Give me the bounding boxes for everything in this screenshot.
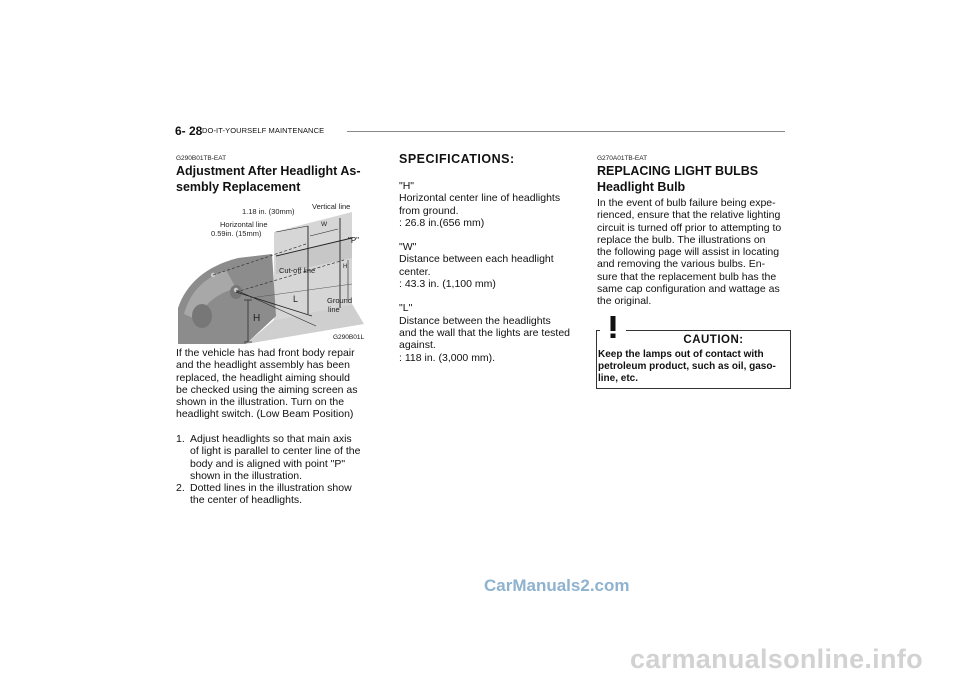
header-rule <box>347 131 785 132</box>
label-w: W <box>321 221 328 228</box>
label-vertical-line: Vertical line <box>312 202 351 211</box>
headlight-aiming-figure <box>176 196 364 344</box>
label-h-big: H <box>253 313 261 324</box>
label-p-point: "P" <box>348 236 360 245</box>
spec-h: "H" Horizontal center line of headlights from ground. : 26.8 in.(656 mm) <box>399 180 561 229</box>
page-number: 6- 28 <box>175 124 203 138</box>
label-h-small: H <box>343 264 348 270</box>
watermark-carmanualsonline: carmanualsonline.info <box>630 644 923 674</box>
watermark-carmanuals2: CarManuals2.com <box>484 576 630 595</box>
warning-exclamation-icon <box>600 314 626 340</box>
label-horizontal-line: Horizontal line <box>220 220 268 229</box>
specifications-list <box>399 180 577 376</box>
label-l: L <box>293 294 299 304</box>
figure-code: G290B01L <box>333 334 365 341</box>
step-item: 2. Dotted lines in the illustration show the center of headlights. <box>176 482 352 507</box>
caution-text: Keep the lamps out of contact with petroleum product, such as oil, gaso- line, etc. <box>598 349 776 384</box>
section-title: DO-IT-YOURSELF MAINTENANCE <box>202 126 325 135</box>
label-horizontal-mm: 0.59in. (15mm) <box>211 229 262 238</box>
spec-w: "W" Distance between each headlight center. : 43.3 in. (1,100 mm) <box>399 241 554 291</box>
step-item: 1. Adjust headlights so that main axis of light is parallel to center line of the body and is aligned with point "P" shown in the illustration. <box>176 433 361 482</box>
left-heading: Adjustment After Headlight As- sembly Replacement <box>176 164 361 194</box>
right-paragraph: In the event of bulb failure being expe- rienced, ensure that the relative lighting circuit is turned off prior to attempting to replace the bulb. The illustrations on the following page will assist in locating and removing the various bulbs. En- sure that the replacement bulb has the same cap configuration and wattage as the original. <box>597 197 782 308</box>
right-heading: REPLACING LIGHT BULBS Headlight Bulb <box>597 164 759 194</box>
right-section-code: G270A01TB-EAT <box>597 155 648 162</box>
label-inch: 1.18 in. (30mm) <box>242 207 295 216</box>
specifications-title: SPECIFICATIONS: <box>399 152 515 166</box>
caution-title: CAUTION: <box>683 334 744 346</box>
label-ground-line: line <box>328 305 340 314</box>
label-cutoff-line: Cut-off line <box>279 266 316 275</box>
label-ground: Ground <box>327 296 353 305</box>
steps-list <box>176 433 366 507</box>
left-paragraph: If the vehicle has had front body repair and the headlight assembly has been replaced, the headlight aiming should be checked using the aiming screen as shown in the illustration. Turn on the headlight switch. (Low Beam Position) <box>176 347 358 421</box>
spec-l: "L" Distance between the headlights and the wall that the lights are tested against. : 118 in. (3,000 mm). <box>399 302 571 364</box>
left-section-code: G290B01TB-EAT <box>176 155 227 162</box>
